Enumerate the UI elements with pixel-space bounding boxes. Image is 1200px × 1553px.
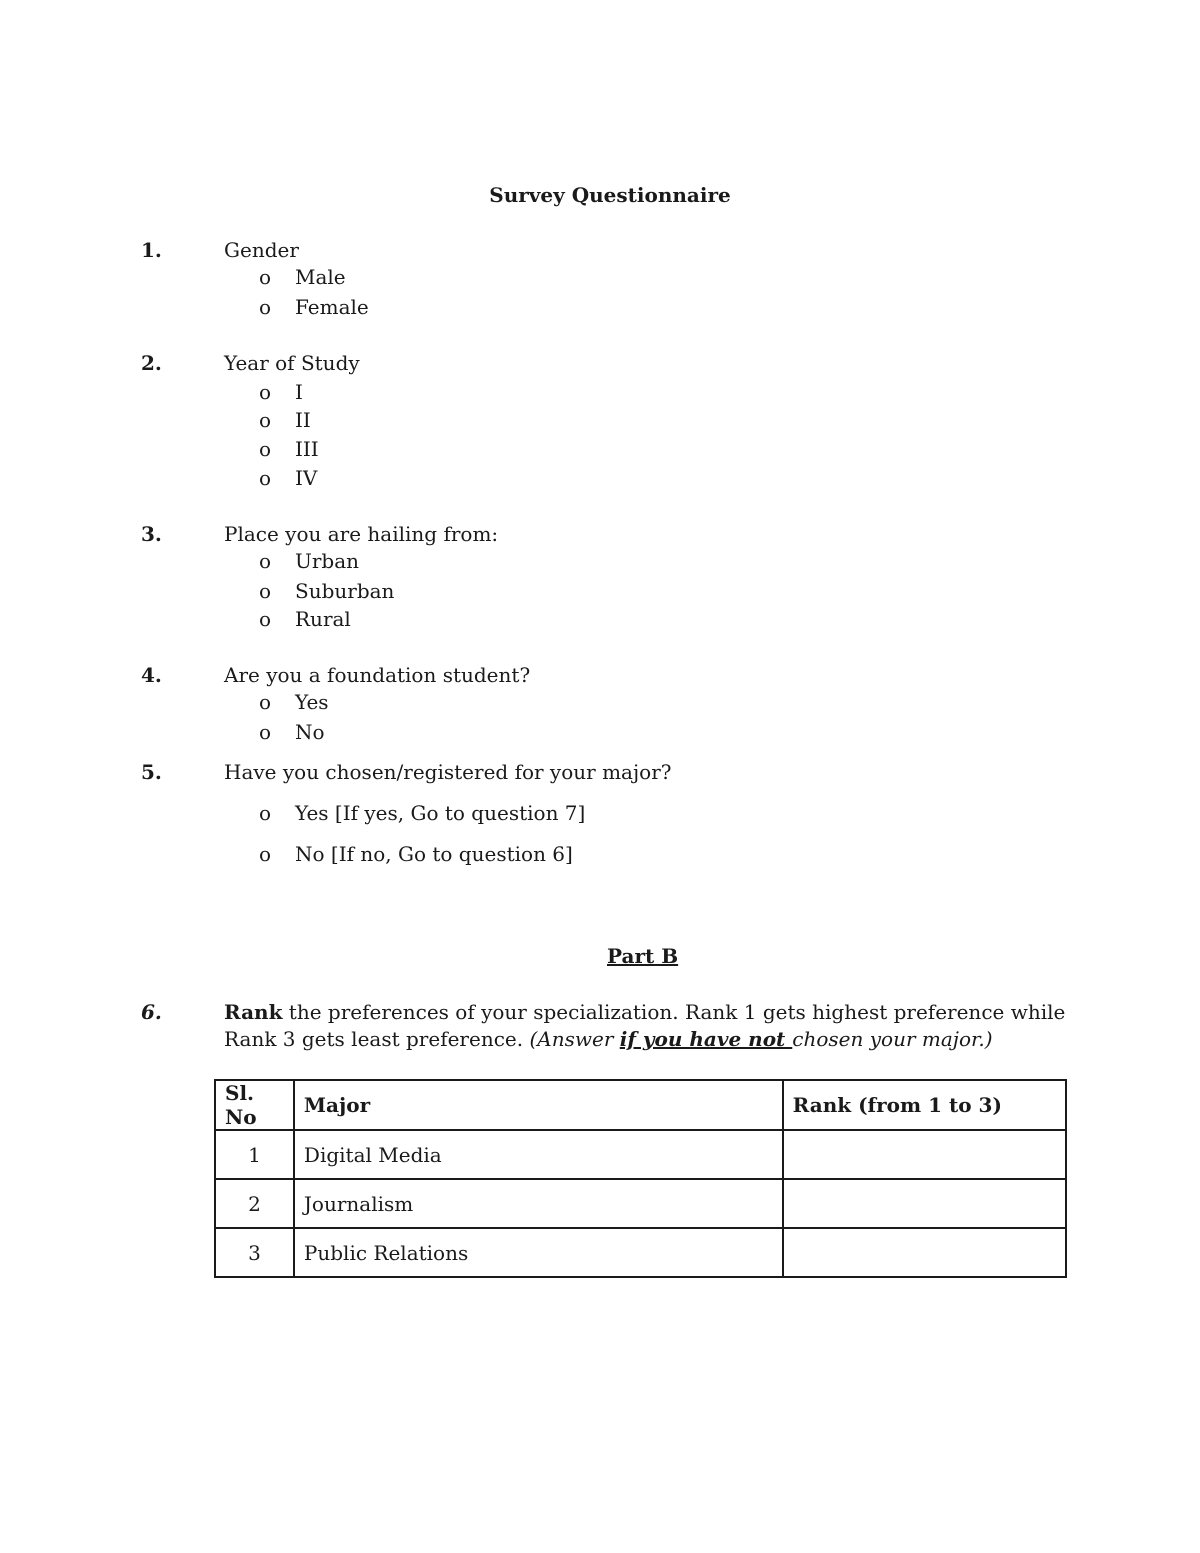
option-bullet[interactable]: o (259, 579, 272, 603)
question-text: Are you a foundation student? (224, 663, 531, 687)
option-label: IV (295, 466, 318, 490)
question-text: the preferences of your specialization. Rank 1 gets highest preference while (282, 1000, 1066, 1024)
option-bullet[interactable]: o (259, 842, 272, 866)
option-label: Rural (295, 607, 351, 631)
question-text: Gender (224, 238, 299, 262)
column-header: Major (294, 1080, 783, 1130)
option-bullet[interactable]: o (259, 408, 272, 432)
part-b-heading: Part B (607, 944, 679, 968)
question-instruction: (Answer (529, 1027, 620, 1051)
option-bullet[interactable]: o (259, 720, 272, 744)
question-number: 2. (141, 351, 162, 375)
table-header-row (215, 1080, 1066, 1130)
question-text-line-1 (224, 1000, 1065, 1024)
major-cell: Digital Media (294, 1130, 783, 1179)
option-label: Yes [If yes, Go to question 7] (295, 801, 586, 825)
major-cell: Public Relations (294, 1228, 783, 1277)
major-cell: Journalism (294, 1179, 783, 1228)
column-header: Sl. No (215, 1080, 294, 1130)
question-text: Rank 3 gets least preference. (224, 1027, 530, 1051)
option-bullet[interactable]: o (259, 466, 272, 490)
table-row (215, 1130, 1066, 1179)
option-bullet[interactable]: o (259, 437, 272, 461)
option-label: No [If no, Go to question 6] (295, 842, 573, 866)
table-row (215, 1179, 1066, 1228)
question-number: 1. (141, 238, 162, 262)
option-label: III (295, 437, 319, 461)
option-label: Urban (295, 549, 360, 573)
option-bullet[interactable]: o (259, 380, 272, 404)
column-header: Rank (from 1 to 3) (783, 1080, 1066, 1130)
option-label: Female (295, 295, 369, 319)
option-label: I (295, 380, 303, 404)
question-text: Place you are hailing from: (224, 522, 499, 546)
question-text-line-2 (224, 1027, 993, 1051)
table-row (215, 1228, 1066, 1277)
option-bullet[interactable]: o (259, 690, 272, 714)
question-number: 3. (141, 522, 162, 546)
question-text: Have you chosen/registered for your major? (224, 760, 672, 784)
question-instruction: chosen your major.) (792, 1027, 993, 1051)
option-bullet[interactable]: o (259, 295, 272, 319)
rank-table (214, 1079, 1067, 1278)
question-number: 4. (141, 663, 162, 687)
option-label: Yes (295, 690, 329, 714)
option-label: Suburban (295, 579, 395, 603)
option-bullet[interactable]: o (259, 549, 272, 573)
option-bullet[interactable]: o (259, 265, 272, 289)
option-bullet[interactable]: o (259, 607, 272, 631)
question-bold-lead: Rank (224, 1000, 283, 1024)
question-number: 5. (141, 760, 162, 784)
serial-cell: 2 (215, 1179, 294, 1228)
option-label: II (295, 408, 311, 432)
serial-cell: 3 (215, 1228, 294, 1277)
rank-input-cell[interactable] (783, 1130, 1066, 1179)
question-text: Year of Study (224, 351, 360, 375)
page-title: Survey Questionnaire (489, 183, 731, 207)
question-number: 6. (141, 1000, 162, 1024)
rank-input-cell[interactable] (783, 1179, 1066, 1228)
serial-cell: 1 (215, 1130, 294, 1179)
option-bullet[interactable]: o (259, 801, 272, 825)
option-label: No (295, 720, 325, 744)
question-emphasis: if you have not (619, 1027, 793, 1051)
option-label: Male (295, 265, 346, 289)
rank-input-cell[interactable] (783, 1228, 1066, 1277)
